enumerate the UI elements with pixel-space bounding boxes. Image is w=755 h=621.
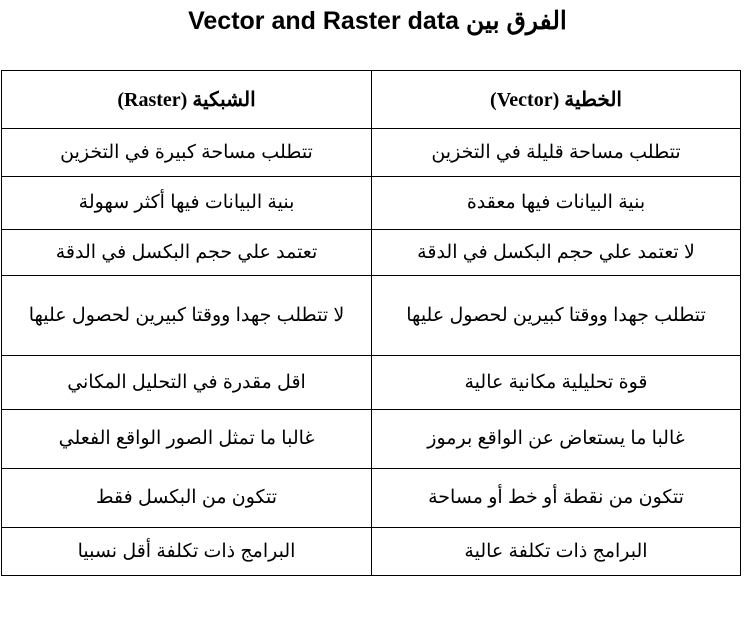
table-row xyxy=(2,528,741,576)
table-row xyxy=(2,356,741,410)
header-raster: الشبكية (Raster) xyxy=(2,71,372,129)
cell-vector: البرامج ذات تكلفة عالية xyxy=(372,528,741,576)
table-header-row xyxy=(2,71,741,129)
cell-vector: غالبا ما يستعاض عن الواقع برموز xyxy=(372,410,741,469)
cell-vector: قوة تحليلية مكانية عالية xyxy=(372,356,741,410)
table-row xyxy=(2,276,741,356)
comparison-table xyxy=(1,70,741,576)
cell-raster: غالبا ما تمثل الصور الواقع الفعلي xyxy=(2,410,372,469)
table-row xyxy=(2,469,741,528)
cell-vector: تتكون من نقطة أو خط أو مساحة xyxy=(372,469,741,528)
table-row xyxy=(2,410,741,469)
cell-raster: تعتمد علي حجم البكسل في الدقة xyxy=(2,230,372,276)
cell-raster: اقل مقدرة في التحليل المكاني xyxy=(2,356,372,410)
cell-vector: لا تعتمد علي حجم البكسل في الدقة xyxy=(372,230,741,276)
cell-raster: تتطلب مساحة كبيرة في التخزين xyxy=(2,129,372,177)
cell-vector: بنية البيانات فيها معقدة xyxy=(372,177,741,230)
cell-vector: تتطلب جهدا ووقتا كبيرين لحصول عليها xyxy=(372,276,741,356)
table-row xyxy=(2,230,741,276)
page-title: Vector and Raster data الفرق بين xyxy=(188,7,567,35)
cell-vector: تتطلب مساحة قليلة في التخزين xyxy=(372,129,741,177)
table-row xyxy=(2,177,741,230)
cell-raster: البرامج ذات تكلفة أقل نسبيا xyxy=(2,528,372,576)
cell-raster: بنية البيانات فيها أكثر سهولة xyxy=(2,177,372,230)
header-vector: الخطية (Vector) xyxy=(372,71,741,129)
cell-raster: لا تتطلب جهدا ووقتا كبيرين لحصول عليها xyxy=(2,276,372,356)
table-row xyxy=(2,129,741,177)
cell-raster: تتكون من البكسل فقط xyxy=(2,469,372,528)
